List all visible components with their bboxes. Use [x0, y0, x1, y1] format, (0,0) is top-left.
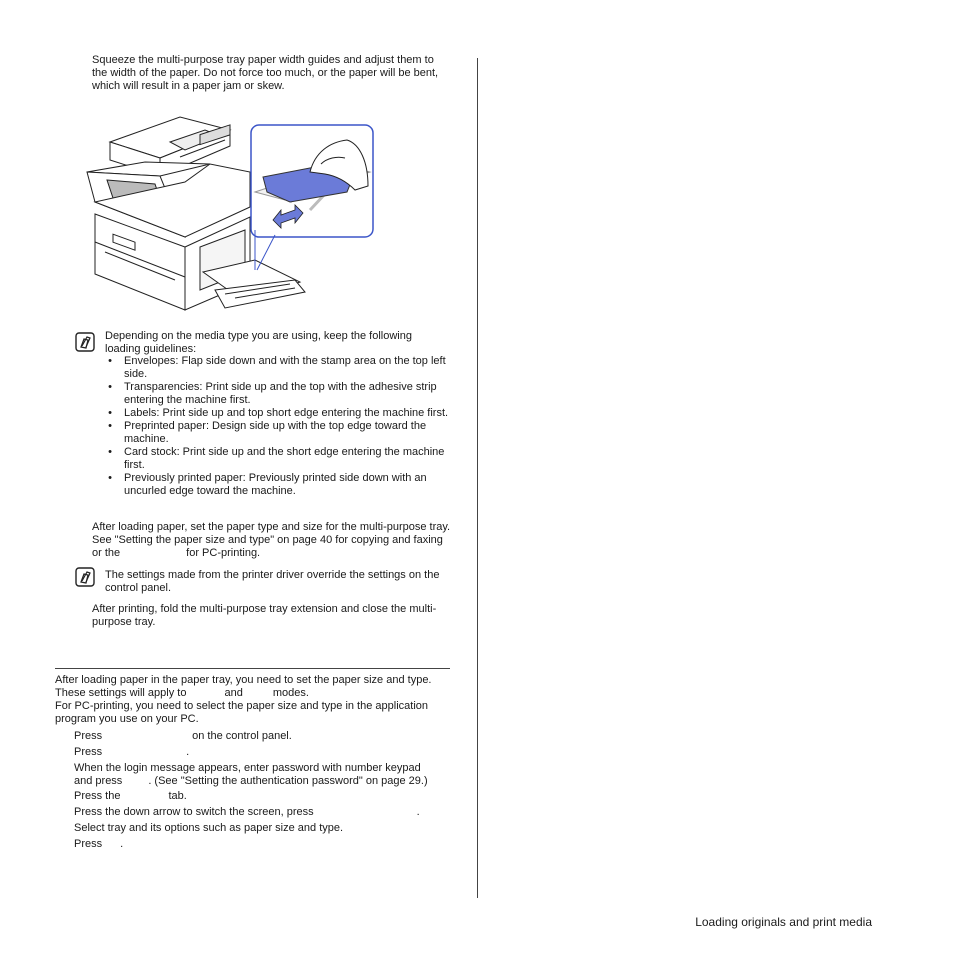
list-item: • Previously printed paper: Previously printed side down with an uncurled edge toward the machine. [108, 472, 427, 497]
note-icon [75, 567, 95, 587]
note1-lead: Depending on the media type you are using, keep the following loading guidelines: [105, 330, 412, 355]
section-paragraph-2: For PC-printing, you need to select the paper size and type in the application program you use on your PC. [55, 700, 429, 725]
step-1: Press on the control panel. [74, 730, 292, 742]
step-6: Select tray and its options such as paper size and type. [74, 822, 344, 834]
section-paragraph-1: After loading paper in the paper tray, you need to set the paper size and type. These settings will apply to and modes. [55, 674, 432, 699]
loading-guidelines-list [105, 355, 450, 498]
step-5: Press the down arrow to switch the screen, press . [74, 806, 420, 818]
section-divider [55, 668, 450, 669]
after-printing-paragraph: After printing, fold the multi-purpose tray extension and close the multi-purpose tray. [92, 603, 437, 628]
step-2: Press . [74, 746, 190, 758]
printer-illustration [85, 112, 380, 320]
step-3: When the login message appears, enter password with number keypad and press . (See "Setting the authentication password" on page 29.) [74, 762, 428, 787]
page-footer: Loading originals and print media [695, 915, 872, 929]
intro-paragraph: Squeeze the multi-purpose tray paper width guides and adjust them to the width of the paper. Do not force too much, or the paper will be bent, which will result in a paper jam or skew. [92, 54, 439, 92]
list-item: • Transparencies: Print side up and the top with the adhesive strip entering the machine first. [108, 381, 437, 406]
after-loading-paragraph: After loading paper, set the paper type and size for the multi-purpose tray. See "Setting the paper size and type" on page 40 for copying and faxing or the for PC-printing. [92, 521, 451, 559]
list-item: • Labels: Print side up and top short edge entering the machine first. [108, 407, 449, 419]
list-item: • Preprinted paper: Design side up with the top edge toward the machine. [108, 420, 427, 445]
step-4: Press the tab. [74, 790, 187, 802]
note2-text: The settings made from the printer driver override the settings on the control panel. [105, 569, 440, 594]
note-icon [75, 332, 95, 352]
step-7: Press . [74, 838, 124, 850]
column-divider [477, 58, 478, 898]
list-item: • Card stock: Print side up and the short edge entering the machine first. [108, 446, 445, 471]
list-item: • Envelopes: Flap side down and with the stamp area on the top left side. [108, 355, 446, 380]
